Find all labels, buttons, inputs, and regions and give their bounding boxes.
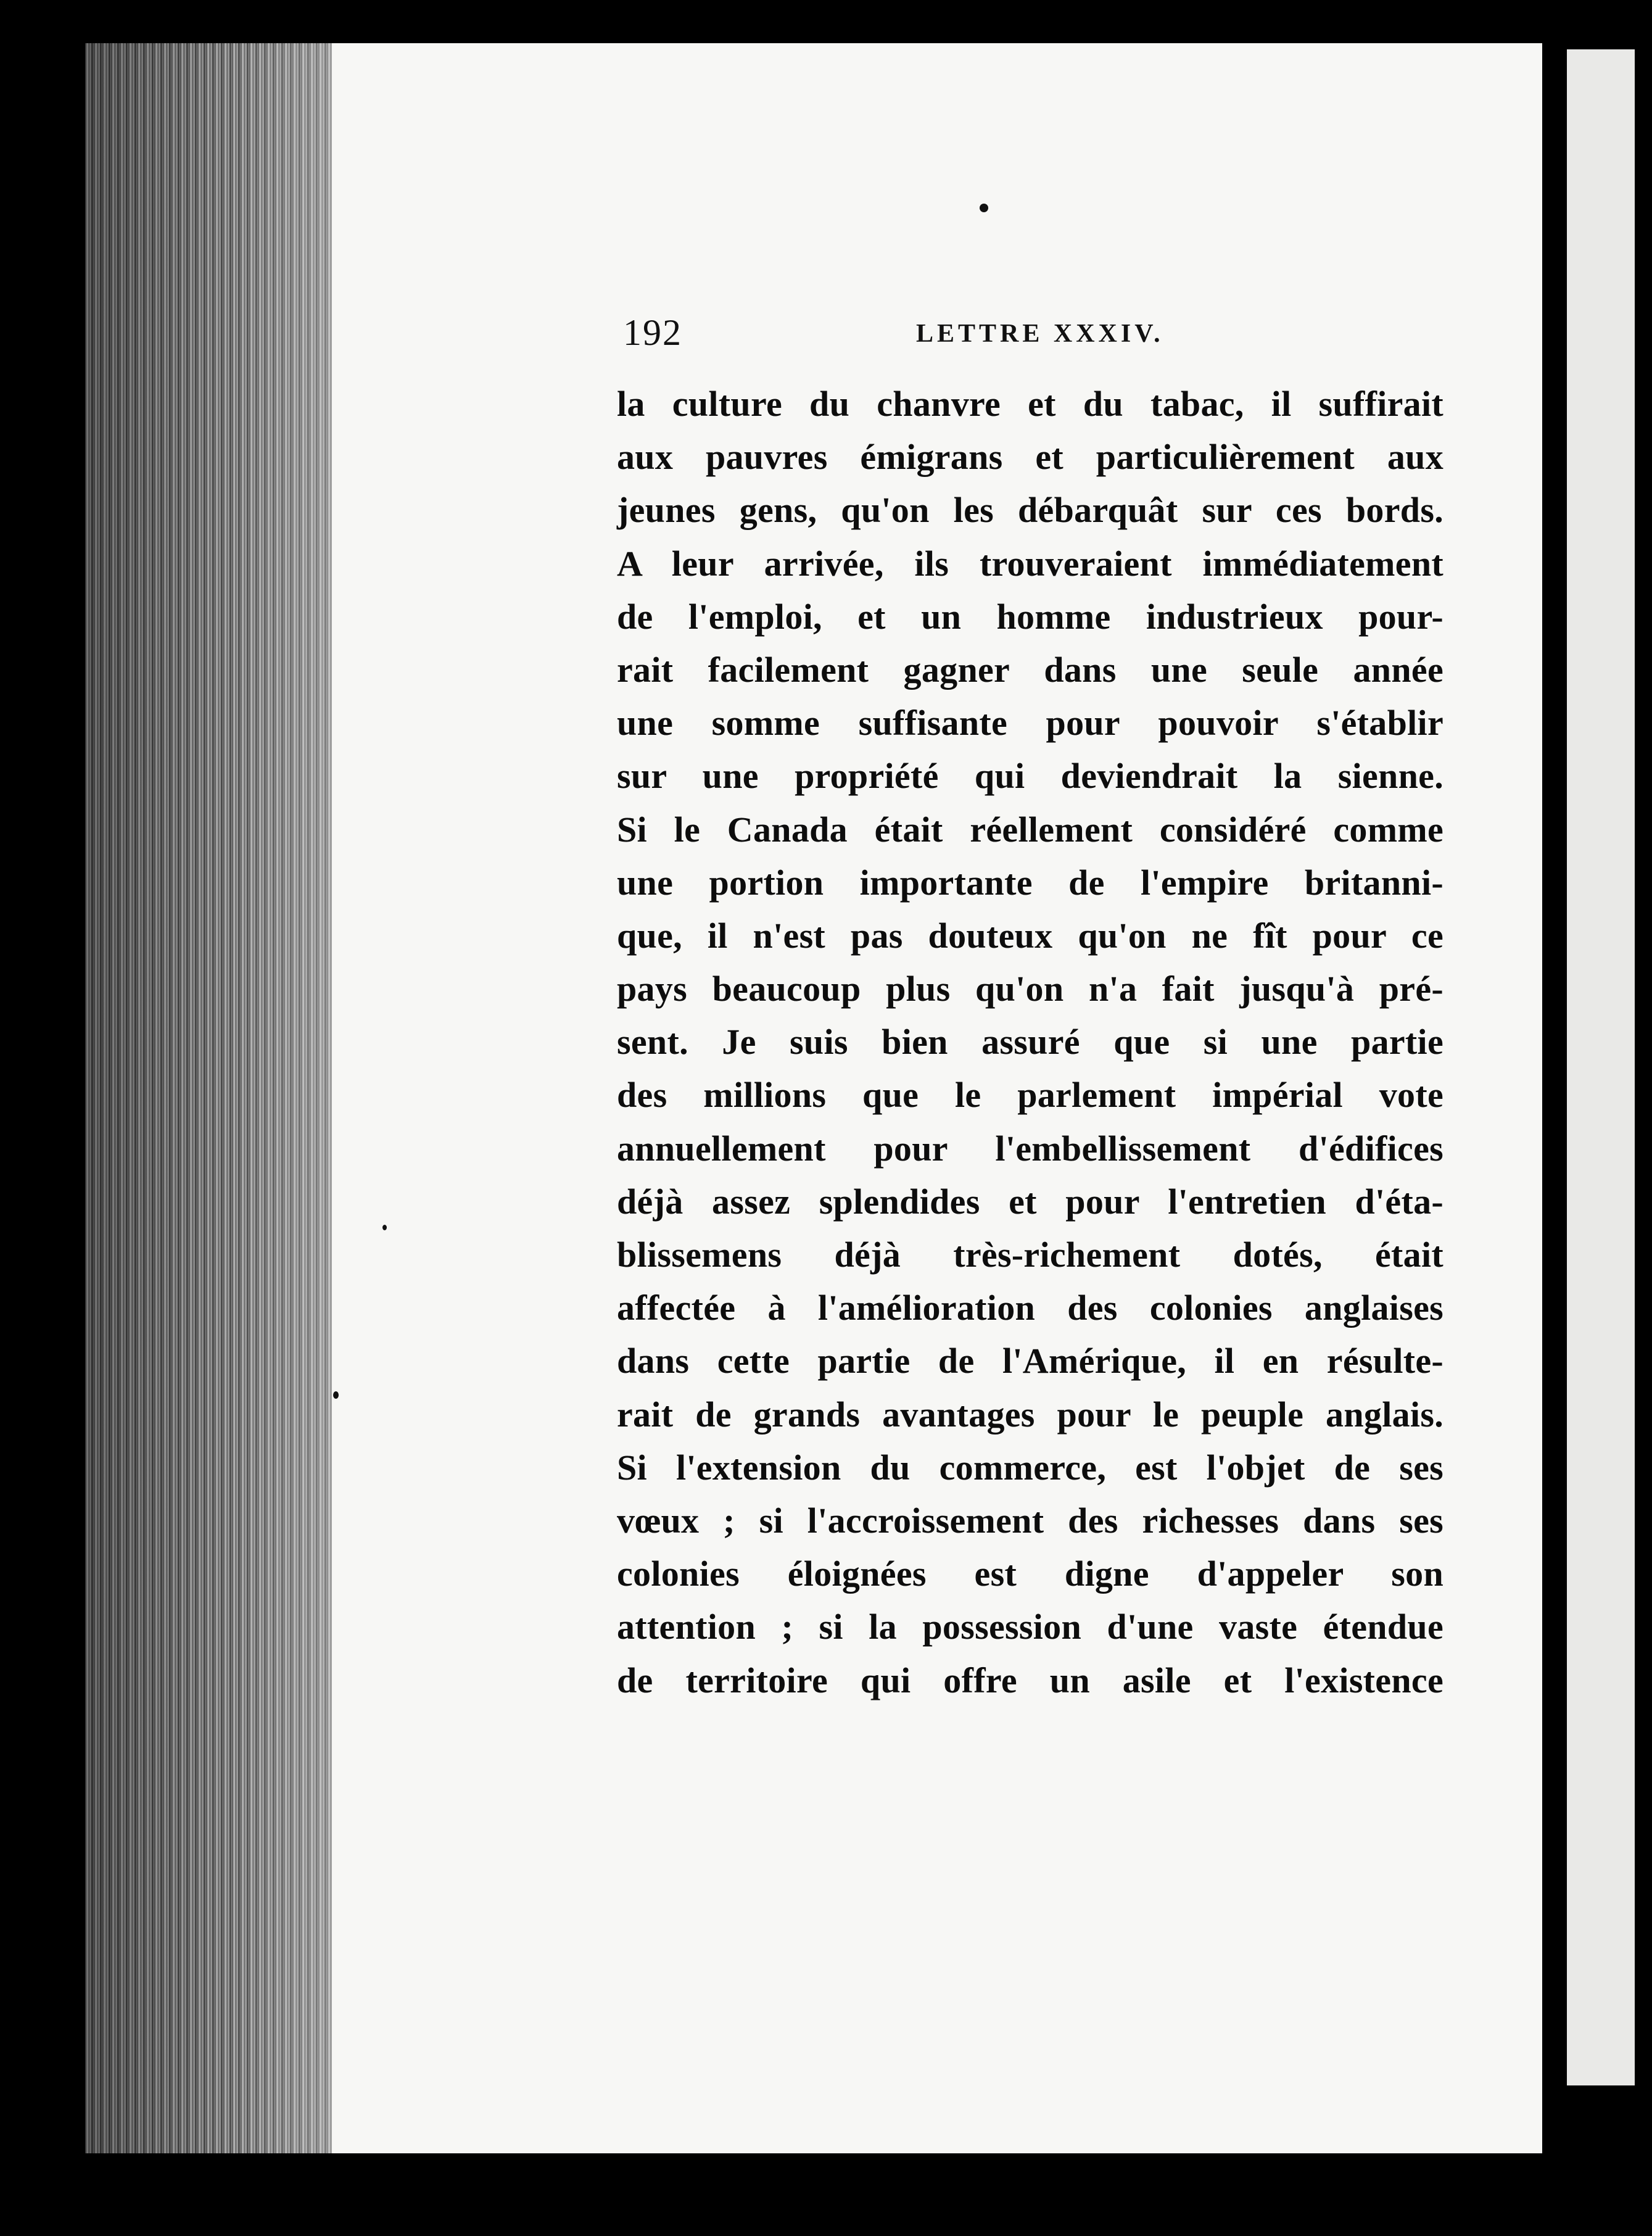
text-line: la culture du chanvre et du tabac, il suffirait <box>617 384 1443 424</box>
text-line: que, il n'est pas douteux qu'on ne fît pour ce <box>617 915 1443 956</box>
text-line: colonies éloignées est digne d'appeler son <box>617 1554 1443 1594</box>
gutter-shadow <box>1545 37 1564 2159</box>
text-line: déjà assez splendides et pour l'entretien d'éta- <box>617 1181 1443 1222</box>
page-header <box>623 312 1166 355</box>
text-line: Si l'extension du commerce, est l'objet de ses <box>617 1447 1443 1488</box>
text-line: aux pauvres émigrans et particulièrement aux <box>617 437 1443 478</box>
text-line: de l'emploi, et un homme industrieux pour- <box>617 596 1443 637</box>
text-line: sent. Je suis bien assuré que si une partie <box>617 1022 1443 1062</box>
page-number: 192 <box>623 312 682 353</box>
ink-speck <box>333 1391 339 1399</box>
facing-page-edge <box>1567 49 1635 2085</box>
body-text <box>617 378 1443 1707</box>
text-line: de territoire qui offre un asile et l'existence <box>617 1660 1443 1700</box>
text-line: blissemens déjà très-richement dotés, était <box>617 1235 1443 1275</box>
text-line: annuellement pour l'embellissement d'édifices <box>617 1128 1443 1169</box>
text-line: dans cette partie de l'Amérique, il en résulte- <box>617 1341 1443 1381</box>
text-line: rait facilement gagner dans une seule année <box>617 649 1443 690</box>
text-line: A leur arrivée, ils trouveraient immédiatement <box>617 543 1443 584</box>
text-line: jeunes gens, qu'on les débarquât sur ces bords. <box>617 490 1443 531</box>
text-line: des millions que le parlement impérial vote <box>617 1075 1443 1116</box>
ink-speck <box>980 204 988 212</box>
text-line: attention ; si la possession d'une vaste étendue <box>617 1607 1443 1647</box>
text-line: Si le Canada était réellement considéré comme <box>617 809 1443 850</box>
text-line: sur une propriété qui deviendrait la sienne. <box>617 756 1443 797</box>
text-line: une somme suffisante pour pouvoir s'établir <box>617 703 1443 743</box>
text-line: vœux ; si l'accroissement des richesses dans ses <box>617 1500 1443 1541</box>
text-line: une portion importante de l'empire britanni- <box>617 862 1443 903</box>
text-line: pays beaucoup plus qu'on n'a fait jusqu'à pré- <box>617 969 1443 1009</box>
text-line: affectée à l'amélioration des colonies anglaises <box>617 1288 1443 1328</box>
running-head: LETTRE XXXIV. <box>916 320 1164 348</box>
page-edges <box>85 43 332 2153</box>
text-line: rait de grands avantages pour le peuple anglais. <box>617 1394 1443 1435</box>
ink-speck <box>382 1225 387 1230</box>
